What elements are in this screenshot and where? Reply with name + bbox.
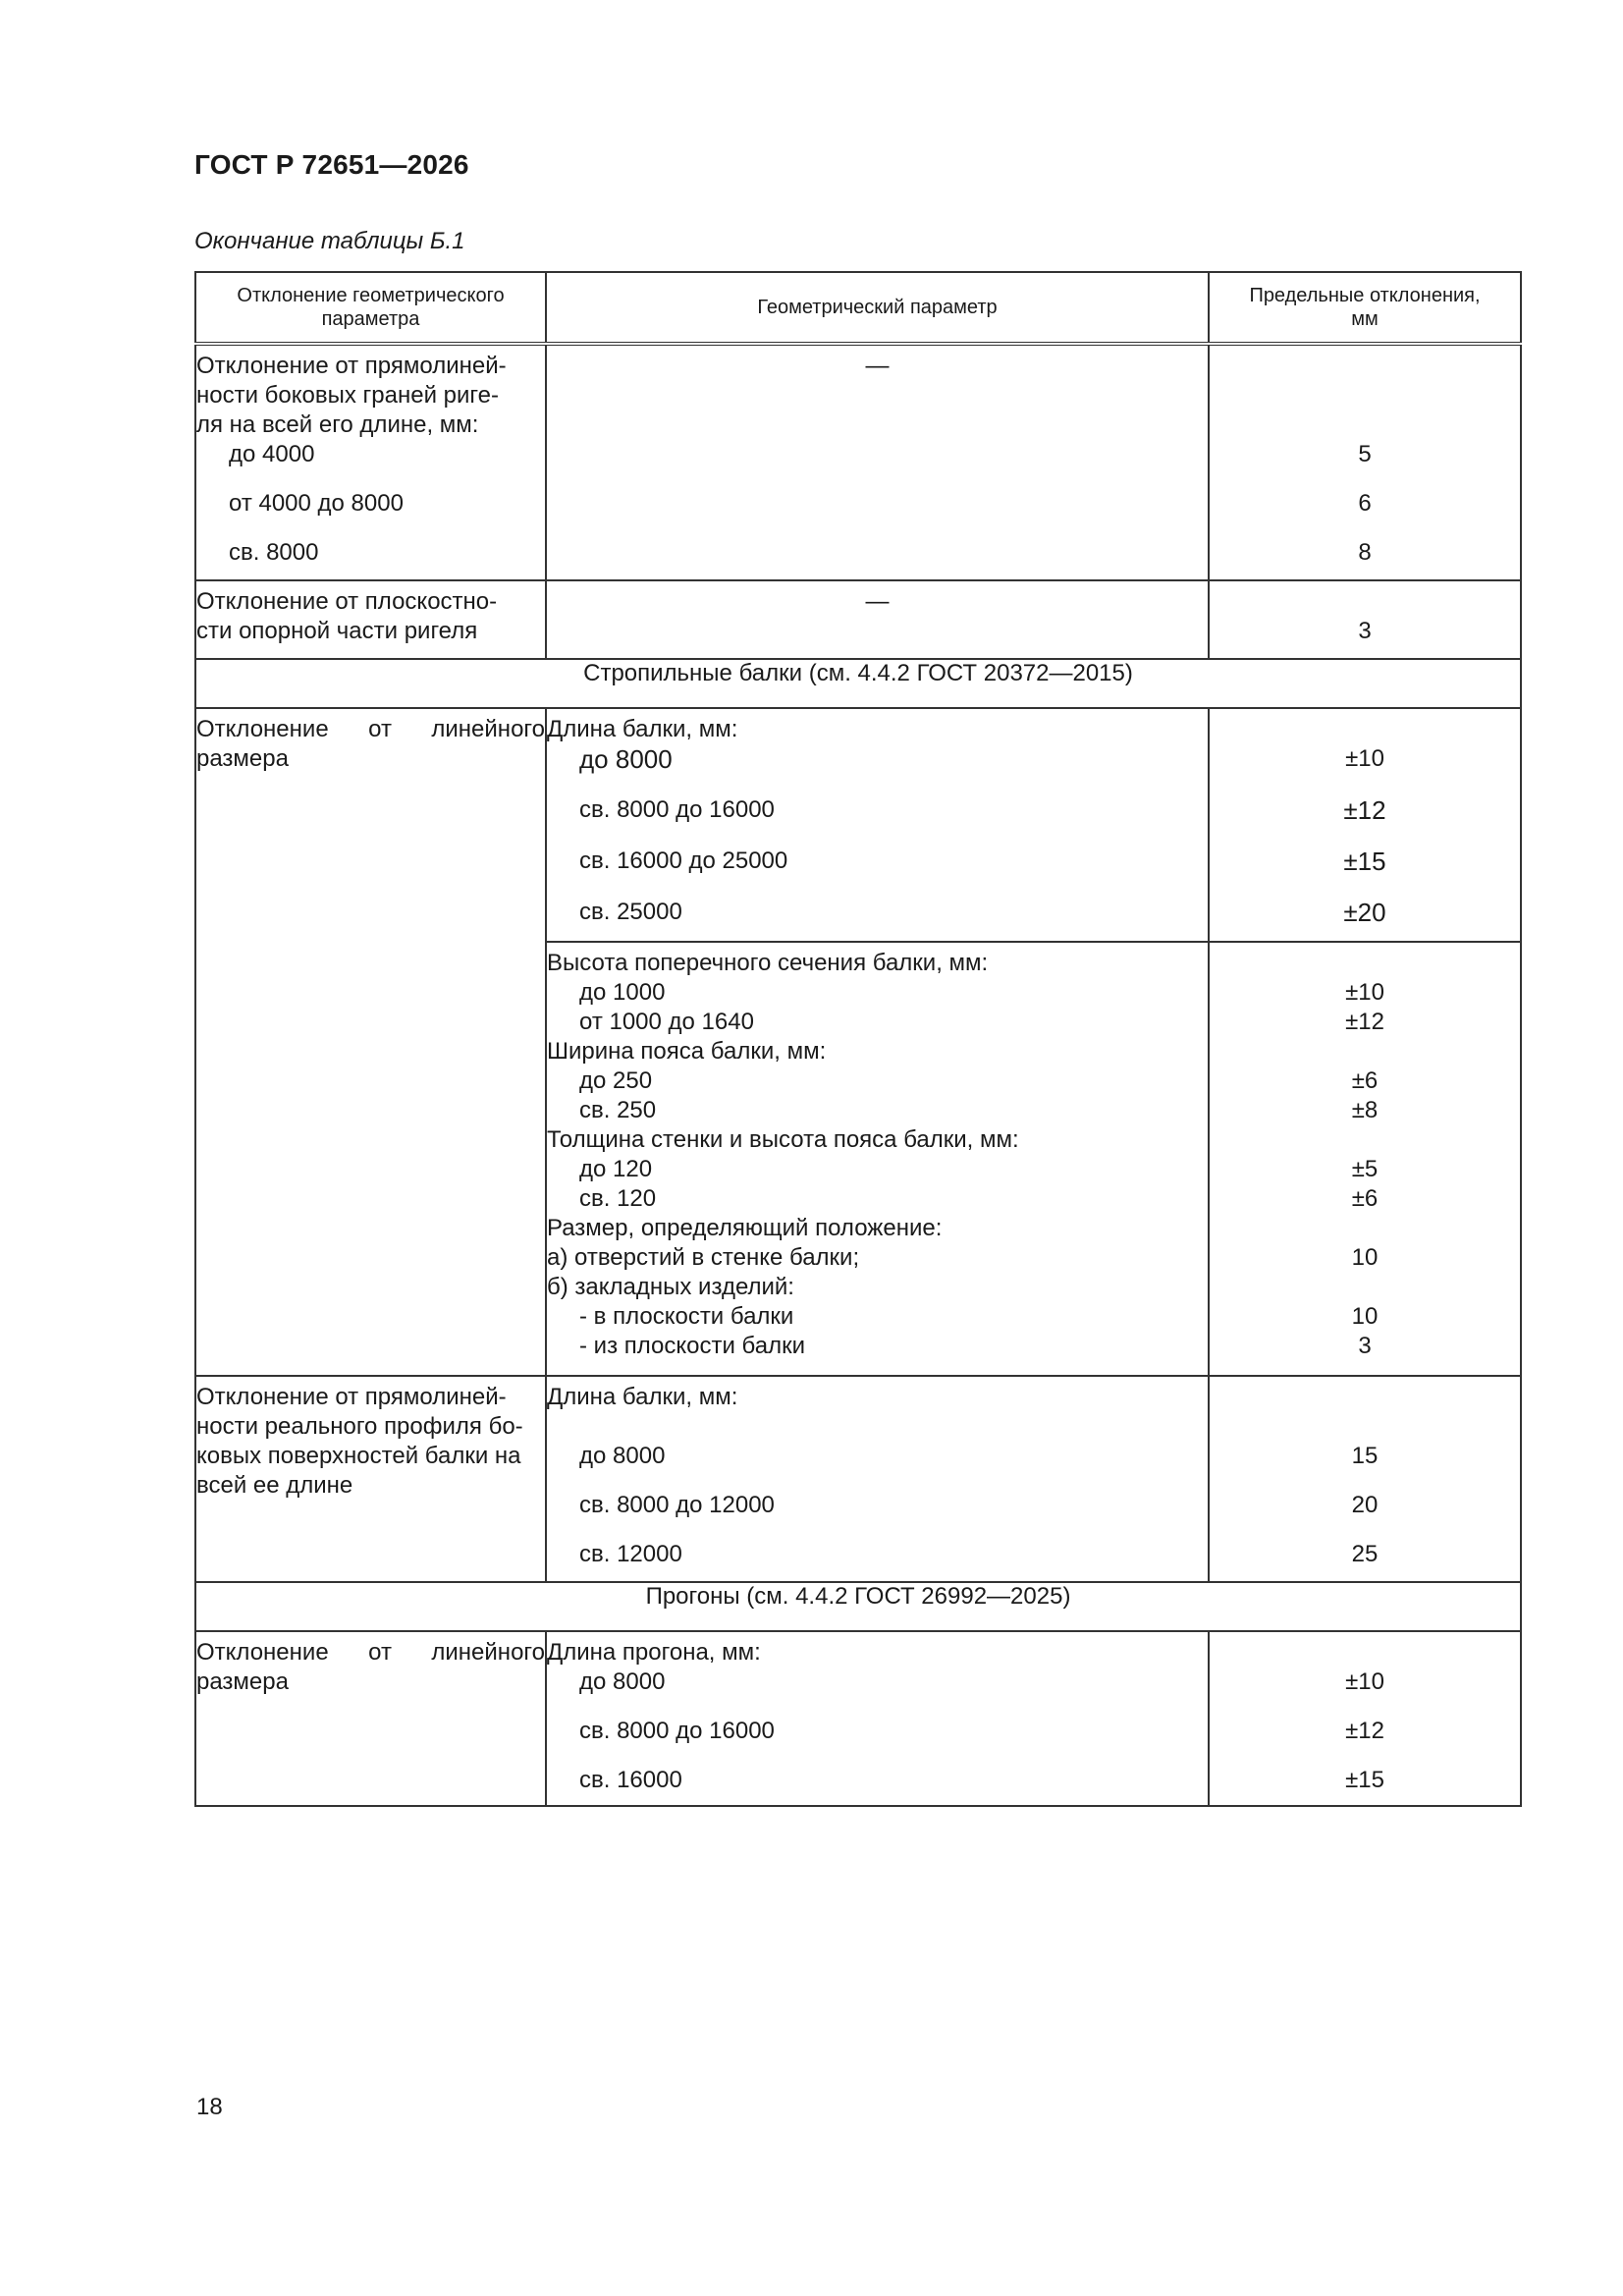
- range-label: св. 8000 до 16000: [579, 796, 775, 823]
- deviation-text: ля на всей его длине, мм:: [196, 411, 479, 438]
- table-row: [195, 708, 1521, 942]
- section-row: [195, 1582, 1521, 1631]
- deviation-text: размера: [196, 745, 289, 772]
- limit-value: 25: [1351, 1541, 1379, 1567]
- parameter-title: Размер, определяющий положение:: [547, 1215, 943, 1241]
- limit-value: 10: [1351, 1244, 1379, 1271]
- deviation-text: ности боковых граней риге-: [196, 382, 499, 409]
- page-number: 18: [196, 2094, 223, 2120]
- parameter-title: Ширина пояса балки, мм:: [547, 1038, 827, 1065]
- range-label: от 4000 до 8000: [229, 490, 404, 517]
- range-label: до 4000: [229, 441, 315, 467]
- limit-value: ±12: [1345, 1009, 1384, 1035]
- limit-value: 20: [1351, 1492, 1379, 1518]
- parameter-cell: [546, 1376, 1209, 1582]
- range-label: св. 12000: [579, 1541, 682, 1567]
- limit-cell: [1209, 942, 1521, 1376]
- range-label: от 1000 до 1640: [579, 1009, 754, 1035]
- parameter-cell: [546, 580, 1209, 659]
- limit-value: 3: [1358, 1333, 1372, 1359]
- range-label: св. 120: [579, 1185, 657, 1212]
- range-label: св. 250: [579, 1097, 657, 1123]
- deviation-cell: [195, 344, 546, 580]
- tolerance-table: [194, 271, 1522, 1807]
- limit-value: ±10: [1345, 745, 1384, 772]
- deviation-text: Отклонение от плоскостно-: [196, 588, 498, 615]
- limit-value: ±6: [1351, 1067, 1379, 1094]
- range-label: - в плоскости балки: [579, 1303, 794, 1330]
- limit-cell: [1209, 708, 1521, 942]
- deviation-text: Отклонение от прямолиней-: [196, 353, 507, 379]
- table-row: [195, 344, 1521, 580]
- section-row: [195, 659, 1521, 708]
- dash-placeholder: —: [865, 588, 890, 615]
- range-label: св. 8000 до 12000: [579, 1492, 775, 1518]
- limit-value: ±8: [1351, 1097, 1379, 1123]
- dash-placeholder: —: [865, 353, 890, 379]
- limit-value: 5: [1358, 441, 1372, 467]
- range-label: св. 8000: [229, 539, 319, 566]
- range-label: св. 16000: [579, 1767, 682, 1793]
- parameter-title: Толщина стенки и высота пояса балки, мм:: [547, 1126, 1019, 1153]
- parameter-title: Длина прогона, мм:: [547, 1639, 761, 1666]
- limit-value: 10: [1351, 1303, 1379, 1330]
- table-caption: Окончание таблицы Б.1: [194, 228, 465, 254]
- limit-value: ±12: [1343, 795, 1386, 825]
- parameter-cell: [546, 942, 1209, 1376]
- limit-value: 15: [1351, 1443, 1379, 1469]
- range-label: до 250: [579, 1067, 653, 1094]
- range-label: св. 25000: [579, 899, 682, 925]
- parameter-cell: [546, 708, 1209, 942]
- limit-cell: [1209, 344, 1521, 580]
- document-header: ГОСТ Р 72651—2026: [194, 149, 469, 180]
- limit-value: 8: [1358, 539, 1372, 566]
- parameter-title: б) закладных изделий:: [547, 1274, 794, 1300]
- parameter-title: Длина балки, мм:: [547, 716, 738, 742]
- range-label: до 8000: [579, 1668, 666, 1695]
- limit-cell: [1209, 580, 1521, 659]
- deviation-text: Отклонение от прямолиней-: [196, 1384, 507, 1410]
- column-header-limits: Предельные отклонения, мм: [1209, 272, 1521, 344]
- range-label: до 8000: [579, 744, 673, 774]
- limit-value: ±20: [1343, 898, 1386, 927]
- parameter-cell: [546, 344, 1209, 580]
- range-label: до 120: [579, 1156, 653, 1182]
- deviation-text: ности реального профиля бо-: [196, 1413, 523, 1440]
- limit-value: 3: [1358, 618, 1372, 644]
- parameter-title: Высота поперечного сечения балки, мм:: [547, 950, 989, 976]
- limit-value: 6: [1358, 490, 1372, 517]
- deviation-cell: [195, 1376, 546, 1582]
- limit-value: ±15: [1345, 1767, 1384, 1793]
- range-label: - из плоскости балки: [579, 1333, 805, 1359]
- deviation-text: всей ее длине: [196, 1472, 353, 1499]
- table-row: [195, 1631, 1521, 1806]
- limit-cell: [1209, 1376, 1521, 1582]
- limit-value: ±15: [1343, 847, 1386, 876]
- limit-value: ±10: [1345, 979, 1384, 1006]
- deviation-text: Отклонение от линейного: [196, 716, 545, 742]
- column-header-deviation: Отклонение геометрического параметра: [195, 272, 546, 344]
- deviation-text: Отклонение от линейного: [196, 1639, 545, 1666]
- range-label: до 8000: [579, 1443, 666, 1469]
- deviation-text: ковых поверхностей балки на: [196, 1443, 521, 1469]
- range-label: до 1000: [579, 979, 666, 1006]
- table-row: [195, 1376, 1521, 1582]
- range-label: св. 8000 до 16000: [579, 1718, 775, 1744]
- deviation-text: размера: [196, 1668, 289, 1695]
- table-row: [195, 580, 1521, 659]
- range-label: св. 16000 до 25000: [579, 847, 788, 874]
- section-title: Прогоны (см. 4.4.2 ГОСТ 26992—2025): [195, 1582, 1521, 1631]
- range-label: а) отверстий в стенке балки;: [547, 1244, 860, 1271]
- column-header-parameter: Геометрический параметр: [546, 272, 1209, 344]
- parameter-cell: [546, 1631, 1209, 1806]
- limit-value: ±5: [1351, 1156, 1379, 1182]
- limit-value: ±10: [1345, 1668, 1384, 1695]
- parameter-title: Длина балки, мм:: [547, 1384, 738, 1410]
- section-title: Стропильные балки (см. 4.4.2 ГОСТ 20372—2015): [195, 659, 1521, 708]
- limit-value: ±12: [1345, 1718, 1384, 1744]
- deviation-cell: [195, 708, 546, 1376]
- table-header-row: [195, 272, 1521, 344]
- deviation-cell: [195, 580, 546, 659]
- deviation-cell: [195, 1631, 546, 1806]
- deviation-text: сти опорной части ригеля: [196, 618, 478, 644]
- limit-value: ±6: [1351, 1185, 1379, 1212]
- limit-cell: [1209, 1631, 1521, 1806]
